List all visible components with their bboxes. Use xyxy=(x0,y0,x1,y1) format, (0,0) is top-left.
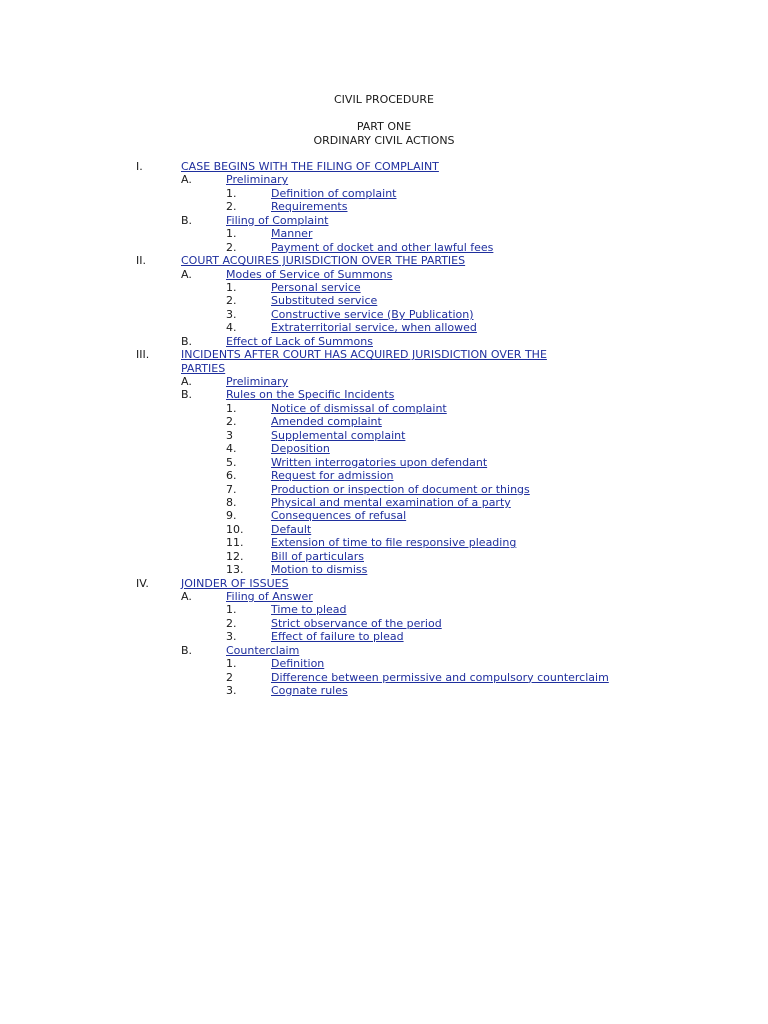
outline-number: 2. xyxy=(226,240,237,254)
outline-number: A. xyxy=(181,267,192,281)
outline-link[interactable]: Payment of docket and other lawful fees xyxy=(271,240,494,254)
document-subtitle: ORDINARY CIVIL ACTIONS xyxy=(313,134,455,147)
outline-item-level-2 xyxy=(0,375,768,388)
outline-item-level-1 xyxy=(0,254,768,267)
outline-item-level-3 xyxy=(0,281,768,294)
outline-link[interactable]: Extension of time to file responsive pleading xyxy=(271,536,517,550)
outline-link[interactable]: Request for admission xyxy=(271,469,394,483)
outline-number: 10. xyxy=(226,522,244,536)
outline-number: 1. xyxy=(226,657,237,671)
outline-item-level-3 xyxy=(0,684,768,697)
outline-item-level-2 xyxy=(0,268,768,281)
outline-item-level-2 xyxy=(0,644,768,657)
outline-link[interactable]: Supplemental complaint xyxy=(271,428,406,442)
outline-number: 5. xyxy=(226,455,237,469)
outline-link[interactable]: Preliminary xyxy=(226,375,289,389)
outline-item-level-3 xyxy=(0,321,768,334)
outline-item-level-3 xyxy=(0,496,768,509)
outline-number: 1. xyxy=(226,280,237,294)
outline-item-level-3 xyxy=(0,429,768,442)
outline-item-level-2 xyxy=(0,214,768,227)
outline-link[interactable]: Definition xyxy=(271,657,325,671)
outline-item-level-3 xyxy=(0,442,768,455)
outline-item-level-3 xyxy=(0,563,768,576)
outline-number: 1. xyxy=(226,227,237,241)
outline-number: 1. xyxy=(226,186,237,200)
outline-item-level-3 xyxy=(0,200,768,213)
outline-link[interactable]: Substituted service xyxy=(271,294,378,308)
outline-item-level-3 xyxy=(0,483,768,496)
outline-link[interactable]: Strict observance of the period xyxy=(271,616,442,630)
outline-link[interactable]: Effect of Lack of Summons xyxy=(226,334,373,348)
outline-link[interactable]: Written interrogatories upon defendant xyxy=(271,455,488,469)
outline-number: A. xyxy=(181,590,192,604)
outline-link[interactable]: Notice of dismissal of complaint xyxy=(271,401,447,415)
outline-number: 3 xyxy=(226,428,233,442)
outline-link[interactable]: Bill of particulars xyxy=(271,549,364,563)
outline-item-level-3 xyxy=(0,469,768,482)
outline-link[interactable]: Time to plead xyxy=(271,603,347,617)
outline-link[interactable]: Physical and mental examination of a party xyxy=(271,495,511,509)
outline-link[interactable]: Manner xyxy=(271,227,313,241)
outline-number: 2. xyxy=(226,294,237,308)
outline-number: 13. xyxy=(226,563,244,577)
outline-link[interactable]: INCIDENTS AFTER COURT HAS ACQUIRED JURISDICTION OVER THE PARTIES xyxy=(181,348,547,375)
outline-link[interactable]: Personal service xyxy=(271,280,361,294)
outline-number: 2. xyxy=(226,415,237,429)
table-of-contents xyxy=(0,160,768,698)
outline-link[interactable]: Counterclaim xyxy=(226,643,300,657)
outline-number: 4. xyxy=(226,442,237,456)
outline-link[interactable]: Difference between permissive and compulsory counterclaim xyxy=(271,670,609,684)
outline-number: 9. xyxy=(226,509,237,523)
outline-item-level-3 xyxy=(0,402,768,415)
outline-item-level-2 xyxy=(0,388,768,401)
outline-item-level-3 xyxy=(0,630,768,643)
outline-item-level-3 xyxy=(0,550,768,563)
outline-number: IV. xyxy=(136,576,149,590)
outline-number: 4. xyxy=(226,321,237,335)
outline-link[interactable]: Default xyxy=(271,522,312,536)
outline-number: 8. xyxy=(226,495,237,509)
outline-link[interactable]: Constructive service (By Publication) xyxy=(271,307,474,321)
outline-link[interactable]: CASE BEGINS WITH THE FILING OF COMPLAINT xyxy=(181,160,439,173)
outline-number: B. xyxy=(181,643,193,657)
outline-item-level-3 xyxy=(0,415,768,428)
outline-item-level-3 xyxy=(0,294,768,307)
outline-item-level-3 xyxy=(0,227,768,240)
outline-item-level-3 xyxy=(0,241,768,254)
outline-link[interactable]: JOINDER OF ISSUES xyxy=(181,576,289,590)
outline-number: 3. xyxy=(226,307,237,321)
outline-number: 7. xyxy=(226,482,237,496)
outline-item-level-3 xyxy=(0,671,768,684)
outline-number: II. xyxy=(136,254,146,268)
outline-number: 2 xyxy=(226,670,233,684)
outline-item-level-3 xyxy=(0,657,768,670)
outline-number: 1. xyxy=(226,401,237,415)
outline-link[interactable]: COURT ACQUIRES JURISDICTION OVER THE PARTIES xyxy=(181,254,466,268)
outline-number: 2. xyxy=(226,200,237,214)
outline-link[interactable]: Preliminary xyxy=(226,173,289,187)
outline-number: A. xyxy=(181,375,192,389)
outline-number: 1. xyxy=(226,603,237,617)
outline-number: 2. xyxy=(226,616,237,630)
outline-number: B. xyxy=(181,213,193,227)
outline-link[interactable]: Deposition xyxy=(271,442,330,456)
outline-item-level-3 xyxy=(0,523,768,536)
outline-link[interactable]: Production or inspection of document or things xyxy=(271,482,530,496)
outline-item-level-1 xyxy=(0,348,768,375)
outline-link[interactable]: Motion to dismiss xyxy=(271,563,368,577)
outline-link[interactable]: Effect of failure to plead xyxy=(271,630,404,644)
outline-number: B. xyxy=(181,334,193,348)
outline-item-level-2 xyxy=(0,173,768,186)
outline-number: I. xyxy=(136,160,143,173)
outline-link[interactable]: Definition of complaint xyxy=(271,186,397,200)
outline-item-level-3 xyxy=(0,456,768,469)
outline-item-level-3 xyxy=(0,603,768,616)
outline-number: 12. xyxy=(226,549,244,563)
outline-link[interactable]: Requirements xyxy=(271,200,348,214)
outline-link[interactable]: Amended complaint xyxy=(271,415,382,429)
outline-item-level-1 xyxy=(0,577,768,590)
outline-item-level-3 xyxy=(0,308,768,321)
outline-item-level-3 xyxy=(0,536,768,549)
outline-number: A. xyxy=(181,173,192,187)
outline-item-level-1 xyxy=(0,160,768,173)
outline-number: 3. xyxy=(226,684,237,698)
outline-link[interactable]: Rules on the Specific Incidents xyxy=(226,388,395,402)
outline-item-level-3 xyxy=(0,187,768,200)
outline-link[interactable]: Cognate rules xyxy=(271,684,348,698)
outline-link[interactable]: Filing of Answer xyxy=(226,590,313,604)
outline-item-level-3 xyxy=(0,509,768,522)
outline-item-level-3 xyxy=(0,617,768,630)
outline-number: 3. xyxy=(226,630,237,644)
outline-link[interactable]: Extraterritorial service, when allowed xyxy=(271,321,477,335)
outline-item-level-2 xyxy=(0,335,768,348)
outline-item-level-2 xyxy=(0,590,768,603)
outline-link[interactable]: Filing of Complaint xyxy=(226,213,329,227)
outline-number: 11. xyxy=(226,536,244,550)
outline-link[interactable]: Consequences of refusal xyxy=(271,509,407,523)
document-part: PART ONE xyxy=(356,120,412,133)
outline-number: B. xyxy=(181,388,193,402)
outline-link[interactable]: Modes of Service of Summons xyxy=(226,267,393,281)
outline-number: 6. xyxy=(226,469,237,483)
document-title: CIVIL PROCEDURE xyxy=(334,93,434,106)
outline-number: III. xyxy=(136,348,150,362)
